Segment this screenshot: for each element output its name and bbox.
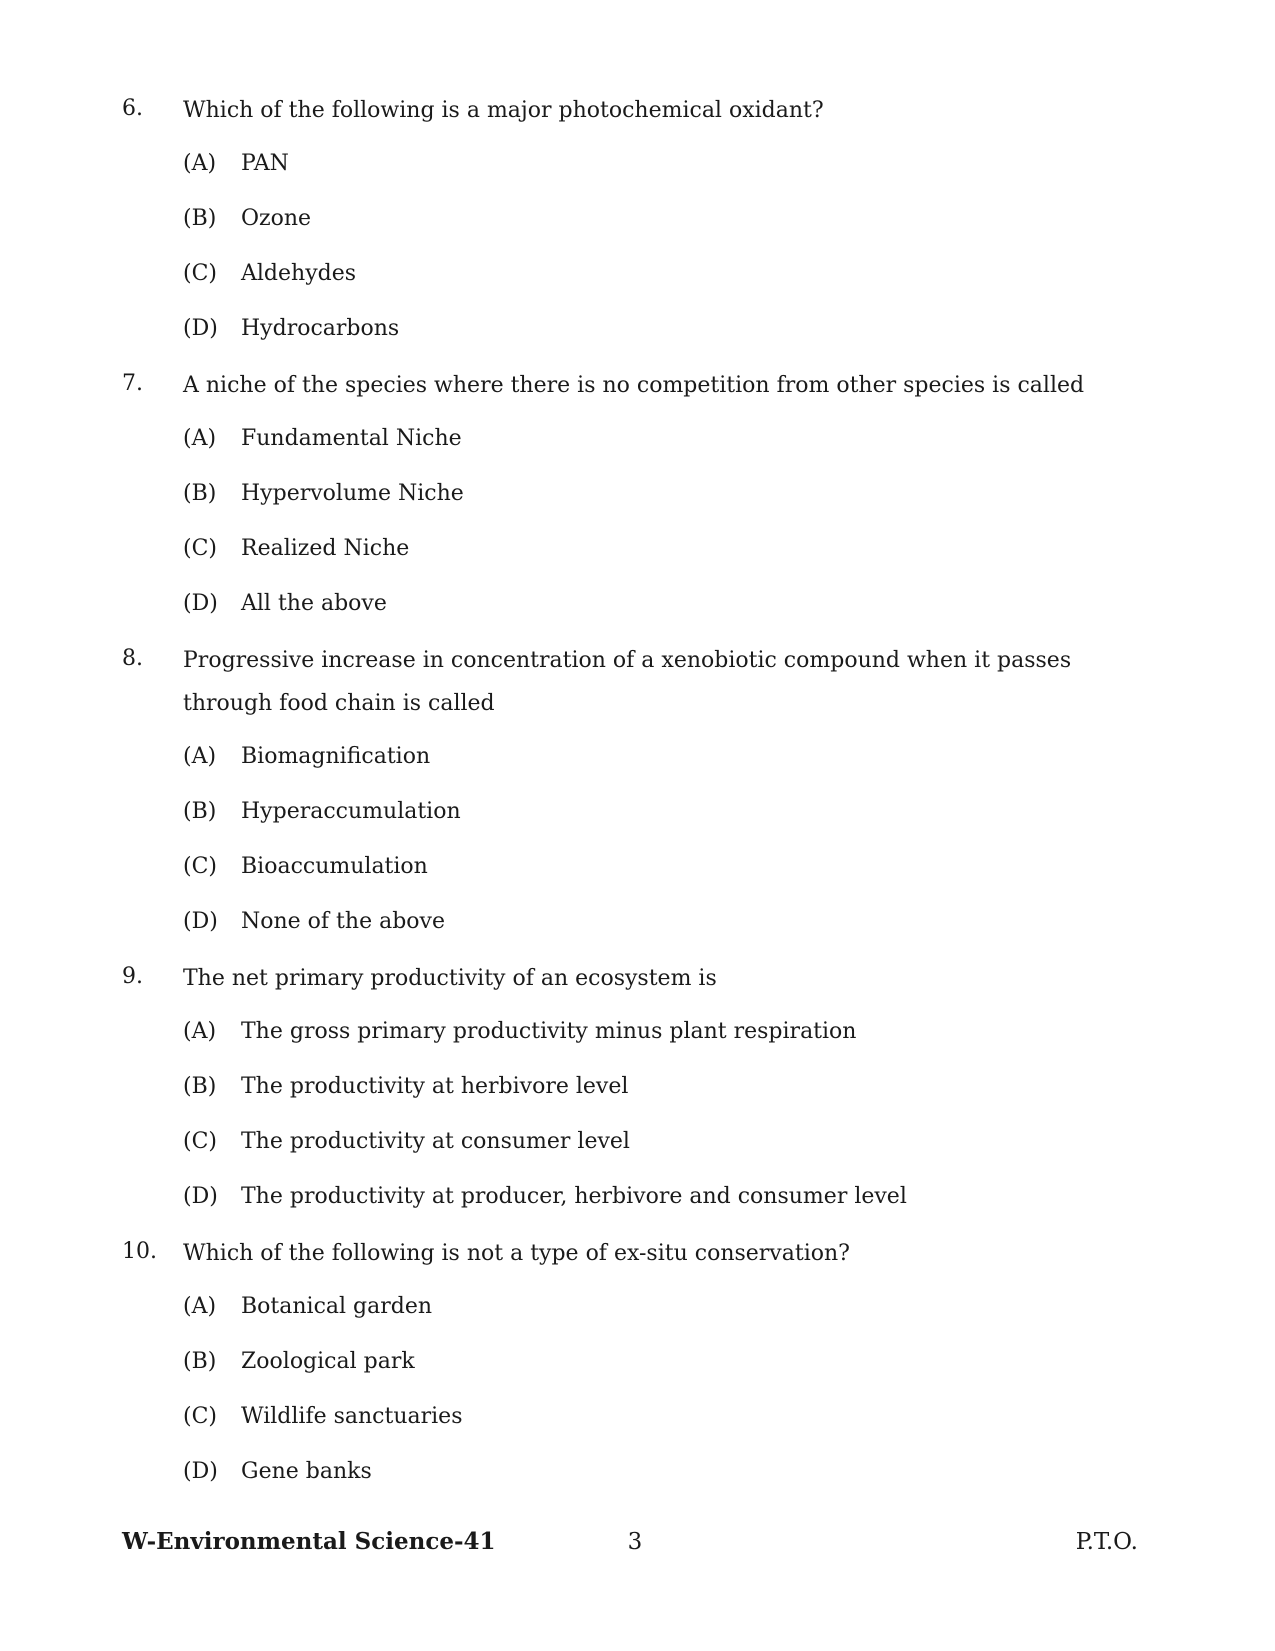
question-number: 7. — [122, 371, 143, 396]
option-letter: (A) — [183, 426, 217, 451]
option-c — [0, 847, 1275, 887]
option-d — [0, 1177, 1275, 1217]
option-c — [0, 1397, 1275, 1437]
question-text: The net primary productivity of an ecosystem is — [183, 966, 717, 991]
option-letter: (B) — [183, 206, 217, 231]
option-d — [0, 1452, 1275, 1492]
page-footer — [0, 1524, 1275, 1560]
option-letter: (D) — [183, 909, 218, 934]
option-text: The gross primary productivity minus plant respiration — [241, 1019, 857, 1044]
option-d — [0, 584, 1275, 624]
option-letter: (A) — [183, 151, 217, 176]
option-c — [0, 254, 1275, 294]
option-letter: (A) — [183, 744, 217, 769]
question-number: 9. — [122, 964, 143, 989]
question-9 — [0, 957, 1275, 1217]
option-letter: (B) — [183, 799, 217, 824]
option-list — [0, 1012, 1275, 1217]
option-letter: (D) — [183, 591, 218, 616]
option-letter: (C) — [183, 1404, 217, 1429]
question-header — [0, 957, 1275, 997]
option-text: Gene banks — [241, 1459, 372, 1484]
option-c — [0, 1122, 1275, 1162]
option-a — [0, 1287, 1275, 1327]
option-letter: (C) — [183, 536, 217, 561]
option-c — [0, 529, 1275, 569]
question-text: Which of the following is a major photochemical oxidant? — [183, 98, 824, 123]
option-letter: (A) — [183, 1294, 217, 1319]
question-header — [0, 1232, 1275, 1272]
question-text: A niche of the species where there is no competition from other species is called — [183, 373, 1085, 398]
option-a — [0, 1012, 1275, 1052]
option-text: The productivity at consumer level — [241, 1129, 630, 1154]
question-list — [0, 89, 1275, 1507]
option-letter: (C) — [183, 1129, 217, 1154]
question-8 — [0, 639, 1275, 942]
option-letter: (A) — [183, 1019, 217, 1044]
option-list — [0, 419, 1275, 624]
option-a — [0, 737, 1275, 777]
option-letter: (B) — [183, 1349, 217, 1374]
option-letter: (D) — [183, 1459, 218, 1484]
option-b — [0, 1342, 1275, 1382]
option-text: The productivity at producer, herbivore and consumer level — [241, 1184, 907, 1209]
option-d — [0, 902, 1275, 942]
paper-code: W-Environmental Science-41 — [122, 1528, 496, 1555]
option-text: Biomagnification — [241, 744, 431, 769]
option-text: The productivity at herbivore level — [241, 1074, 629, 1099]
option-text: Realized Niche — [241, 536, 410, 561]
question-number: 10. — [122, 1239, 157, 1264]
option-text: Botanical garden — [241, 1294, 433, 1319]
question-number: 8. — [122, 646, 143, 671]
question-number: 6. — [122, 96, 143, 121]
option-letter: (C) — [183, 261, 217, 286]
option-text: PAN — [241, 151, 289, 176]
option-a — [0, 419, 1275, 459]
question-text: Which of the following is not a type of ex-situ conservation? — [183, 1241, 850, 1266]
option-b — [0, 792, 1275, 832]
option-letter: (B) — [183, 1074, 217, 1099]
question-7 — [0, 364, 1275, 624]
option-text: Aldehydes — [241, 261, 357, 286]
option-text: Hydrocarbons — [241, 316, 400, 341]
option-letter: (D) — [183, 1184, 218, 1209]
option-b — [0, 1067, 1275, 1107]
option-text: Ozone — [241, 206, 312, 231]
question-header — [0, 639, 1275, 722]
option-d — [0, 309, 1275, 349]
question-10 — [0, 1232, 1275, 1492]
page-number: 3 — [627, 1529, 643, 1555]
option-letter: (D) — [183, 316, 218, 341]
option-text: All the above — [241, 591, 387, 616]
option-list — [0, 737, 1275, 942]
option-text: Wildlife sanctuaries — [241, 1404, 463, 1429]
option-text: Hypervolume Niche — [241, 481, 464, 506]
option-list — [0, 1287, 1275, 1492]
question-header — [0, 364, 1275, 404]
option-letter: (B) — [183, 481, 217, 506]
option-text: Zoological park — [241, 1349, 415, 1374]
option-text: Fundamental Niche — [241, 426, 462, 451]
option-text: Bioaccumulation — [241, 854, 428, 879]
question-6 — [0, 89, 1275, 349]
pto-label: P.T.O. — [1075, 1529, 1138, 1555]
option-a — [0, 144, 1275, 184]
question-header — [0, 89, 1275, 129]
option-text: None of the above — [241, 909, 445, 934]
option-b — [0, 474, 1275, 514]
option-b — [0, 199, 1275, 239]
option-list — [0, 144, 1275, 349]
option-letter: (C) — [183, 854, 217, 879]
question-text: Progressive increase in concentration of a xenobiotic compound when it passes through food chain is called — [183, 648, 1072, 716]
option-text: Hyperaccumulation — [241, 799, 461, 824]
